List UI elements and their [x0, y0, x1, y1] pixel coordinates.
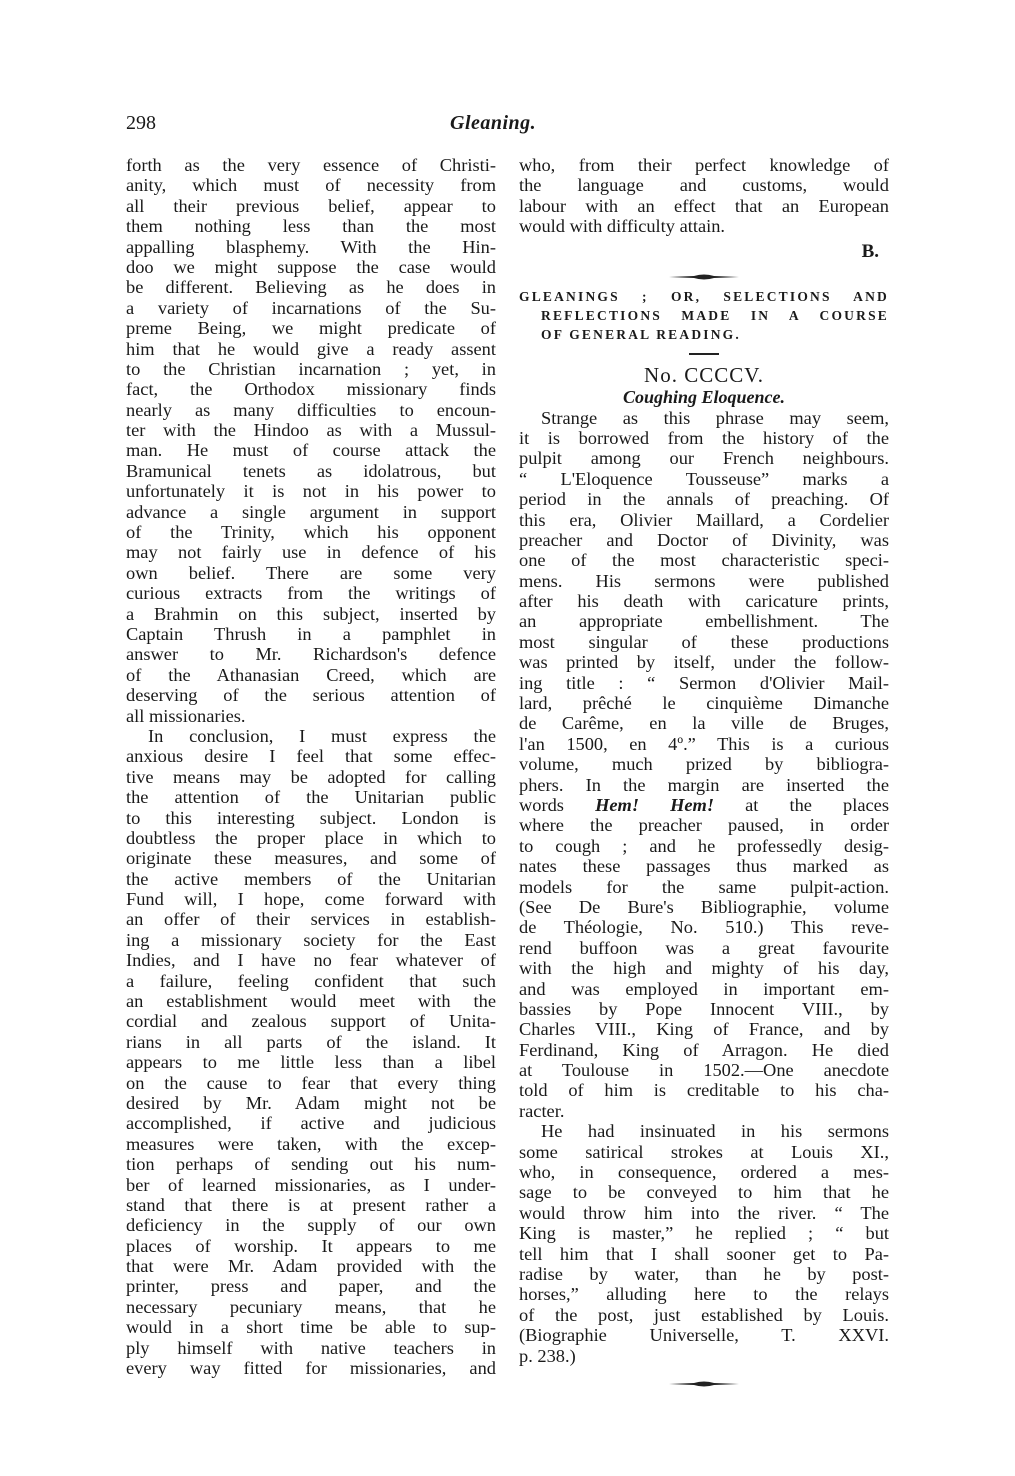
text-line: Fund will, I hope, come forward with — [126, 889, 496, 910]
text-line: “ L'Eloquence Tousseuse” marks a — [519, 468, 889, 489]
text-line: on the cause to fear that every thing — [126, 1072, 496, 1093]
text-line: ter with the Hindoo as with a Mussul- — [126, 420, 496, 441]
text-line: printer, press and paper, and the — [126, 1276, 496, 1297]
text-line: may not fairly use in defence of his — [126, 542, 496, 563]
left-column — [126, 155, 496, 1378]
left-paragraph-2 — [126, 726, 496, 1379]
text-line: who, in consequence, ordered a mes- — [519, 1162, 889, 1183]
left-paragraph-1 — [126, 155, 496, 726]
text-line: doo we might suppose the case would — [126, 256, 496, 277]
text-line: man. He must of course attack the — [126, 440, 496, 461]
text-line: sage to be conveyed to him that he — [519, 1182, 889, 1203]
section-heading-line-1: GLEANINGS ; OR, SELECTIONS AND — [519, 288, 889, 304]
text-line: period in the annals of preaching. Of — [519, 489, 889, 510]
signature: B. — [861, 240, 879, 262]
text-line: all their previous belief, appear to — [126, 195, 496, 216]
section-heading — [519, 287, 889, 344]
text-line: measures were taken, with the excep- — [126, 1133, 496, 1154]
text-line: of the Athanasian Creed, which are — [126, 664, 496, 685]
text-line: it is borrowed from the history of the — [519, 427, 889, 448]
text-line: appalling blasphemy. With the Hin- — [126, 236, 496, 257]
text-line: accomplished, if active and judicious — [126, 1113, 496, 1134]
text-line: every way fitted for missionaries, and — [126, 1358, 496, 1379]
text-line: appears to me little less than a libel — [126, 1052, 496, 1073]
text-line: de Théologie, No. 510.) This reve- — [519, 917, 889, 938]
text-line: to the Christian incarnation ; yet, in — [126, 358, 496, 379]
text-line: to cough ; and he professedly desig- — [519, 835, 889, 856]
text-line: this era, Olivier Maillard, a Cordelier — [519, 509, 889, 530]
text-line: radise by water, than he by post- — [519, 1263, 889, 1284]
text-line: to this interesting subject. London is — [126, 807, 496, 828]
text-line: ber of learned missionaries, as I under- — [126, 1174, 496, 1195]
text-line: the attention of the Unitarian public — [126, 787, 496, 808]
text-line: deserving of the serious attention of — [126, 685, 496, 706]
text-line: Ferdinand, King of Arragon. He died — [519, 1039, 889, 1060]
text-line: Indies, and I have no fear whatever of — [126, 950, 496, 971]
section-heading-line-3: OF GENERAL READING. — [541, 326, 741, 342]
text-line: a variety of incarnations of the Su- — [126, 297, 496, 318]
text-line: originate these measures, and some of — [126, 848, 496, 869]
text-line: nearly as many difficulties to encoun- — [126, 399, 496, 420]
text-line: places of worship. It appears to me — [126, 1235, 496, 1256]
text-line: some satirical strokes at Louis XI., — [519, 1141, 889, 1162]
text-line: own belief. There are some very — [126, 562, 496, 583]
text-line: pulpit among our French neighbours. — [519, 448, 889, 469]
text-line: would with difficulty attain. — [519, 216, 726, 237]
text-line: most singular of these productions — [519, 631, 889, 652]
text-line: Bramunical tenets as idolatrous, but — [126, 460, 496, 481]
text-line: anxious desire I feel that some effec- — [126, 746, 496, 767]
text-line: bassies by Pope Innocent VIII., by — [519, 998, 889, 1019]
text-line: phers. In the margin are inserted the — [519, 774, 889, 795]
text-line: with the high and mighty of his day, — [519, 958, 889, 979]
text-line: tion perhaps of sending out his num- — [126, 1154, 496, 1175]
text-line: p. 238.) — [519, 1345, 576, 1366]
article-number: No. CCCCV. — [644, 362, 764, 387]
text-line: ply himself with native teachers in — [126, 1337, 496, 1358]
section-heading-line-2: REFLECTIONS MADE IN A COURSE — [541, 307, 889, 323]
text-line: that were Mr. Adam provided with the — [126, 1256, 496, 1277]
text-line: would in a short time be able to sup- — [126, 1317, 496, 1338]
text-line: (Biographie Universelle, T. XXVI. — [519, 1325, 889, 1346]
article-title: Coughing Eloquence. — [622, 386, 786, 407]
text-line: answer to Mr. Richardson's defence — [126, 644, 496, 665]
running-head: Gleaning. — [450, 112, 537, 134]
hem-italic: Hem! Hem! — [595, 794, 715, 815]
ornament-divider-bottom — [669, 1380, 739, 1388]
text-line: advance a single argument in support — [126, 501, 496, 522]
text-line: King is master,” he replied ; “ but — [519, 1223, 889, 1244]
text-line: ing title : “ Sermon d'Olivier Mail- — [519, 672, 889, 693]
short-rule — [689, 353, 719, 355]
continuation-paragraph — [519, 155, 889, 237]
text-line: tive means may be adopted for calling — [126, 766, 496, 787]
text-line: horses,” alluding here to the relays — [519, 1284, 889, 1305]
hem-before: words — [519, 794, 596, 815]
text-line: volume, much prized by bibliogra- — [519, 754, 889, 775]
text-line: the active members of the Unitarian — [126, 868, 496, 889]
text-line: fact, the Orthodox missionary finds — [126, 379, 496, 400]
text-line: rend buffoon was a great favourite — [519, 937, 889, 958]
text-line: a failure, feeling confident that such — [126, 970, 496, 991]
text-line: an establishment would meet with the — [126, 991, 496, 1012]
text-line: would throw him into the river. “ The — [519, 1202, 889, 1223]
text-line: desired by Mr. Adam might not be — [126, 1092, 496, 1113]
text-line: Strange as this phrase may seem, — [541, 407, 889, 428]
text-line: be different. Believing as he does in — [126, 277, 496, 298]
text-line: them nothing less than the most — [126, 216, 496, 237]
text-line: him that he would give a ready assent — [126, 338, 496, 359]
text-line: curious extracts from the writings of — [126, 583, 496, 604]
text-line: deficiency in the supply of our own — [126, 1215, 496, 1236]
page-number: 298 — [126, 112, 156, 134]
text-line: stand that there is at present rather a — [126, 1194, 496, 1215]
text-line: of the post, just established by Louis. — [519, 1304, 889, 1325]
text-line: In conclusion, I must express the — [148, 725, 496, 746]
text-line: preacher and Doctor of Divinity, was — [519, 529, 889, 550]
text-line: He had insinuated in his sermons — [541, 1121, 889, 1142]
text-line: anity, which must of necessity from — [126, 175, 496, 196]
hem-after: at the places — [714, 794, 889, 815]
text-line: told of him is creditable to his cha- — [519, 1080, 889, 1101]
text-line: where the preacher paused, in order — [519, 815, 889, 836]
text-line: mens. His sermons were published — [519, 570, 889, 591]
text-line-hem — [519, 795, 889, 815]
text-line: ing a missionary society for the East — [126, 929, 496, 950]
article-paragraph-1-cont — [519, 815, 889, 1121]
text-line: at Toulouse in 1502.—One anecdote — [519, 1060, 889, 1081]
text-line: one of the most characteristic speci- — [519, 550, 889, 571]
text-line: models for the same pulpit-action. — [519, 876, 889, 897]
text-line: lard, prêché le cinquième Dimanche — [519, 693, 889, 714]
right-column — [519, 155, 889, 1394]
text-line: the language and customs, would — [519, 175, 889, 196]
text-line: and was employed in important em- — [519, 978, 889, 999]
text-line: after his death with caricature prints, — [519, 591, 889, 612]
text-line: all missionaries. — [126, 705, 246, 726]
text-line: racter. — [519, 1100, 565, 1121]
text-line: forth as the very essence of Christi- — [126, 155, 496, 175]
text-line: necessary pecuniary means, that he — [126, 1296, 496, 1317]
text-line: a Brahmin on this subject, inserted by — [126, 603, 496, 624]
text-line: Captain Thrush in a pamphlet in — [126, 623, 496, 644]
article-paragraph-1 — [519, 408, 889, 795]
text-line: an appropriate embellishment. The — [519, 611, 889, 632]
text-line: nates these passages thus marked as — [519, 856, 889, 877]
text-line: was printed by itself, under the follow- — [519, 652, 889, 673]
text-line: (See De Bure's Bibliographie, volume — [519, 896, 889, 917]
ornament-divider-top — [669, 273, 739, 281]
text-line: de Carême, en la ville de Bruges, — [519, 713, 889, 734]
text-line: tell him that I shall sooner get to Pa- — [519, 1243, 889, 1264]
text-line: unfortunately it is not in his power to — [126, 481, 496, 502]
text-line: doubtless the proper place in which to — [126, 827, 496, 848]
text-line: l'an 1500, en 4º.” This is a curious — [519, 733, 889, 754]
text-line: who, from their perfect knowledge of — [519, 155, 889, 175]
text-line: rians in all parts of the island. It — [126, 1031, 496, 1052]
text-line: of the Trinity, which his opponent — [126, 522, 496, 543]
text-line: labour with an effect that an European — [519, 195, 889, 216]
text-line: an offer of their services in establish- — [126, 909, 496, 930]
text-line: cordial and zealous support of Unita- — [126, 1011, 496, 1032]
article-paragraph-2 — [519, 1121, 889, 1366]
text-line: preme Being, we might predicate of — [126, 318, 496, 339]
text-line: Charles VIII., King of France, and by — [519, 1019, 889, 1040]
